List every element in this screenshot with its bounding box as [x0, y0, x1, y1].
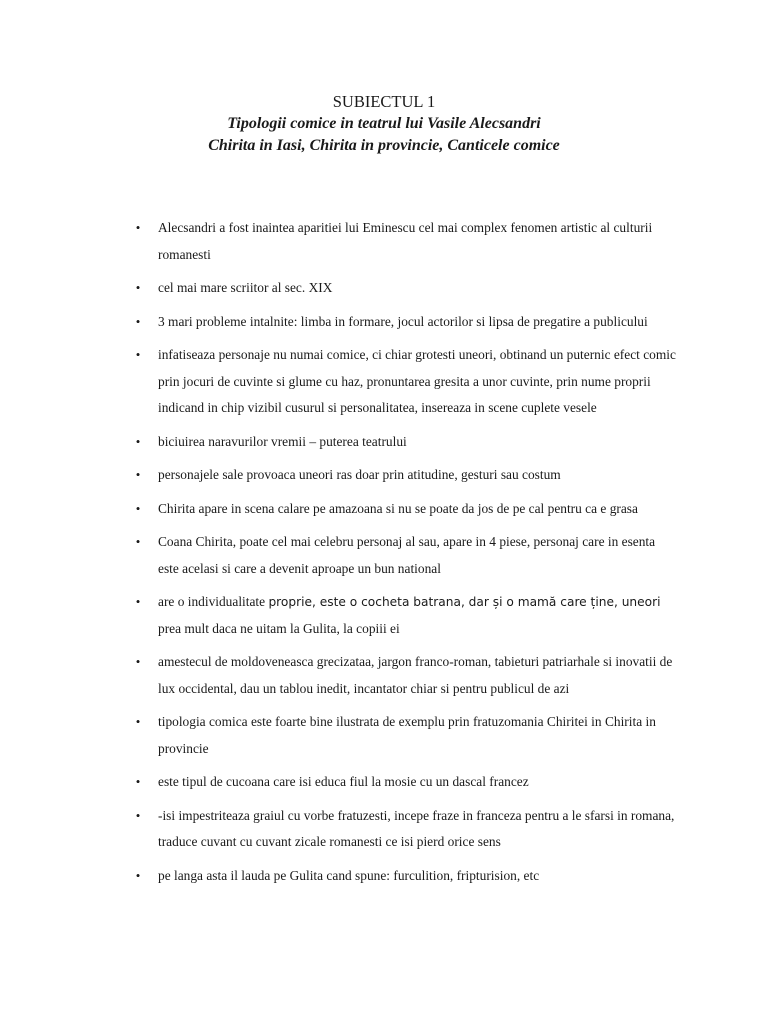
list-item-text: pe langa asta il lauda pe Gulita cand spune: furculition, fripturision, etc	[158, 867, 540, 883]
bullet-icon: •	[135, 347, 141, 362]
bullet-icon: •	[135, 433, 141, 449]
page-title: SUBIECTUL 1	[332, 92, 436, 111]
list-item	[0, 215, 768, 268]
list-item	[0, 589, 768, 642]
subtitle-topic: Tipologii comice in teatrul lui Vasile Alecsandri	[227, 115, 541, 132]
bullet-icon: •	[135, 280, 141, 295]
list-item	[0, 496, 768, 523]
list-item-text	[158, 594, 661, 636]
list-item-text: tipologia comica este foarte bine ilustrata de exemplu prin fratuzomania Chiritei in Chirita in provincie	[158, 714, 656, 756]
list-item	[0, 275, 768, 302]
bullet-icon: •	[135, 594, 141, 609]
bullet-icon: •	[135, 807, 141, 823]
bullet-icon: •	[135, 654, 141, 669]
list-item-text: 3 mari probleme intalnite: limba in formare, jocul actorilor si lipsa de pregatire a publicului	[158, 313, 648, 329]
list-item-text-prefix: are o individualitate	[158, 594, 269, 609]
list-item-text: biciuirea naravurilor vremii – puterea teatrului	[158, 433, 407, 449]
list-item-text: este tipul de cucoana care isi educa fiul la mosie cu un dascal francez	[158, 774, 529, 789]
bullet-list	[0, 215, 768, 896]
bullet-icon: •	[135, 467, 141, 482]
list-item	[0, 863, 768, 890]
bullet-icon: •	[135, 714, 141, 729]
bullet-icon: •	[135, 534, 141, 549]
list-item	[0, 803, 768, 856]
list-item-text: -isi impestriteaza graiul cu vorbe fratuzesti, incepe fraze in franceza pentru a le sfarsi in romana, traduce cuvant cu cuvant zicale romanesti ce isi pierd orice sens	[158, 807, 675, 849]
list-item-text: Chirita apare in scena calare pe amazoana si nu se poate da jos de pe cal pentru ca e grasa	[158, 500, 638, 516]
bullet-icon: •	[135, 220, 141, 235]
list-item	[0, 309, 768, 336]
list-item	[0, 769, 768, 796]
list-item	[0, 342, 768, 422]
document-header	[0, 91, 768, 157]
list-item	[0, 462, 768, 489]
bullet-icon: •	[135, 313, 141, 329]
bullet-icon: •	[135, 774, 141, 789]
list-item-text-suffix: prea mult daca ne uitam la Gulita, la copiii ei	[158, 620, 400, 636]
subtitle-works: Chirita in Iasi, Chirita in provincie, Canticele comice	[208, 137, 560, 154]
bullet-icon: •	[135, 867, 141, 883]
list-item	[0, 649, 768, 702]
list-item-text: Alecsandri a fost inaintea aparitiei lui Eminescu cel mai complex fenomen artistic al culturii romanesti	[158, 220, 653, 262]
list-item	[0, 709, 768, 762]
list-item-text: infatiseaza personaje nu numai comice, ci chiar grotesti uneori, obtinand un puternic efect comic prin jocuri de cuvinte si glume cu haz, pronuntarea gresita a unor cuvinte, prin nume proprii indicand in chip vizibil cusurul si personalitatea, insereaza in scene cuplete vesele	[158, 347, 676, 415]
list-item-text-sans: proprie, este o cocheta batrana, dar și o mamă care ține, uneori	[268, 595, 661, 609]
bullet-icon: •	[135, 500, 141, 516]
list-item	[0, 429, 768, 456]
list-item-text: amestecul de moldoveneasca grecizataa, jargon franco-roman, tabieturi patriarhale si inovatii de lux occidental, dau un tablou inedit, incantator chiar si pentru publicul de azi	[158, 654, 673, 696]
list-item	[0, 529, 768, 582]
list-item-text: cel mai mare scriitor al sec. XIX	[158, 280, 333, 295]
list-item-text: Coana Chirita, poate cel mai celebru personaj al sau, apare in 4 piese, personaj care in esenta este acelasi si care a devenit aproape un bun national	[158, 534, 656, 576]
list-item-text: personajele sale provoaca uneori ras doar prin atitudine, gesturi sau costum	[158, 467, 561, 482]
